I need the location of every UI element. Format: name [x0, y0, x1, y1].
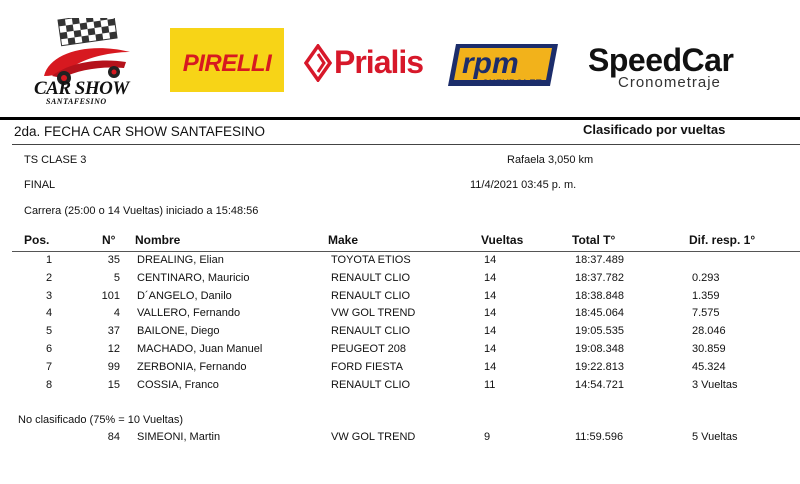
cell-pos: 6: [45, 343, 53, 355]
table-row: [0, 325, 800, 343]
cell-laps: 14: [484, 343, 497, 355]
cell-num: 4: [113, 307, 120, 319]
cell-time: 18:45.064: [575, 307, 624, 319]
column-header-pos: Pos.: [24, 233, 50, 247]
cell-name: DREALING, Elian: [137, 254, 224, 266]
pirelli-logo-text: PIRELLI: [182, 50, 272, 77]
page-title: 2da. FECHA CAR SHOW SANTAFESINO: [14, 124, 266, 139]
cell-num: 35: [107, 254, 120, 266]
session-label: FINAL: [24, 179, 56, 191]
cell-name: CENTINARO, Mauricio: [137, 272, 250, 284]
cell-num: 99: [107, 361, 120, 373]
cell-pos: 3: [45, 290, 53, 302]
cell-make: FORD FIESTA: [331, 361, 403, 373]
column-header-make: Make: [328, 233, 359, 247]
cell-laps: 14: [484, 290, 497, 302]
track-label: Rafaela 3,050 km: [507, 154, 594, 166]
cell-time: 18:37.782: [575, 272, 624, 284]
datetime-label: 11/4/2021 03:45 p. m.: [470, 179, 577, 191]
cell-pos: 4: [45, 307, 53, 319]
speedcar-logo-title: SpeedCar: [588, 42, 734, 78]
cell-time: 18:38.848: [575, 290, 624, 302]
table-row: [0, 343, 800, 361]
cell-pos: 2: [45, 272, 53, 284]
cell-laps: 11: [484, 379, 496, 391]
prialis-logo-text: Prialis: [334, 44, 424, 80]
cell-make: RENAULT CLIO: [331, 290, 411, 302]
cell-pos: 1: [45, 254, 53, 266]
cell-diff: 30.859: [692, 343, 726, 355]
header-rule-bottom: [12, 144, 800, 145]
cell-diff: 0.293: [692, 272, 720, 284]
column-header-laps: Vueltas: [481, 233, 524, 247]
cell-make: VW GOL TREND: [331, 431, 416, 443]
class-label: TS CLASE 3: [24, 154, 87, 166]
cell-num: 101: [101, 290, 120, 302]
table-row: [0, 361, 800, 379]
cell-laps: 14: [484, 307, 497, 319]
cell-time: 11:59.596: [575, 431, 624, 443]
speedcar-logo-subtitle: Cronometraje: [618, 74, 721, 91]
cell-laps: 14: [484, 272, 497, 284]
cell-name: MACHADO, Juan Manuel: [137, 343, 263, 355]
cell-num: 12: [107, 343, 120, 355]
race-info-label: Carrera (25:00 o 14 Vueltas) iniciado a 15:48:56: [24, 205, 259, 217]
table-row: [0, 431, 800, 449]
cell-diff: 1.359: [692, 290, 720, 302]
cell-make: VW GOL TREND: [331, 307, 416, 319]
cell-num: 37: [107, 325, 120, 337]
carshow-logo-subtitle: SANTAFESINO: [46, 97, 107, 106]
cell-pos: 8: [45, 379, 53, 391]
cell-pos: 5: [45, 325, 53, 337]
table-row: [0, 290, 800, 308]
cell-name: COSSIA, Franco: [137, 379, 219, 391]
cell-laps: 14: [484, 325, 497, 337]
page-subtitle: Clasificado por vueltas: [583, 122, 726, 137]
carshow-logo-title: CAR SHOW: [34, 78, 129, 99]
pirelli-logo: [170, 28, 284, 92]
cell-name: SIMEONI, Martin: [137, 431, 221, 443]
cell-num: 84: [107, 431, 120, 443]
cell-laps: 14: [484, 254, 497, 266]
cell-make: TOYOTA ETIOS: [331, 254, 411, 266]
rpm-logo-text: rpm: [462, 47, 519, 80]
column-header-diff: Dif. resp. 1°: [689, 233, 756, 247]
rpm-logo-subtitle: CHEVROLET: [482, 78, 543, 88]
table-row: [0, 307, 800, 325]
cell-make: RENAULT CLIO: [331, 379, 411, 391]
cell-laps: 9: [484, 431, 491, 443]
cell-num: 15: [107, 379, 120, 391]
cell-make: PEUGEOT 208: [331, 343, 406, 355]
cell-time: 19:08.348: [575, 343, 624, 355]
cell-diff: 3 Vueltas: [692, 379, 738, 391]
column-header-num: N°: [102, 233, 116, 247]
column-header-name: Nombre: [135, 233, 181, 247]
cell-time: 18:37.489: [575, 254, 624, 266]
table-row: [0, 379, 800, 397]
cell-time: 19:22.813: [575, 361, 624, 373]
column-header-rule: [12, 251, 800, 252]
table-row: [0, 272, 800, 290]
table-row: [0, 254, 800, 272]
cell-laps: 14: [484, 361, 497, 373]
cell-diff: 45.324: [692, 361, 726, 373]
cell-diff: 5 Vueltas: [692, 431, 738, 443]
cell-name: D´ANGELO, Danilo: [137, 290, 232, 302]
column-header-time: Total T°: [572, 233, 616, 247]
cell-name: VALLERO, Fernando: [137, 307, 241, 319]
cell-pos: 7: [45, 361, 53, 373]
cell-time: 14:54.721: [575, 379, 624, 391]
cell-num: 5: [113, 272, 120, 284]
cell-make: RENAULT CLIO: [331, 325, 411, 337]
cell-make: RENAULT CLIO: [331, 272, 411, 284]
cell-time: 19:05.535: [575, 325, 624, 337]
cell-diff: 7.575: [692, 307, 720, 319]
header-rule-top: [0, 117, 800, 120]
not-classified-label: No clasificado (75% = 10 Vueltas): [18, 414, 183, 426]
prialis-logo-icon: [304, 44, 332, 82]
cell-name: ZERBONIA, Fernando: [137, 361, 247, 373]
cell-name: BAILONE, Diego: [137, 325, 220, 337]
cell-diff: 28.046: [692, 325, 726, 337]
